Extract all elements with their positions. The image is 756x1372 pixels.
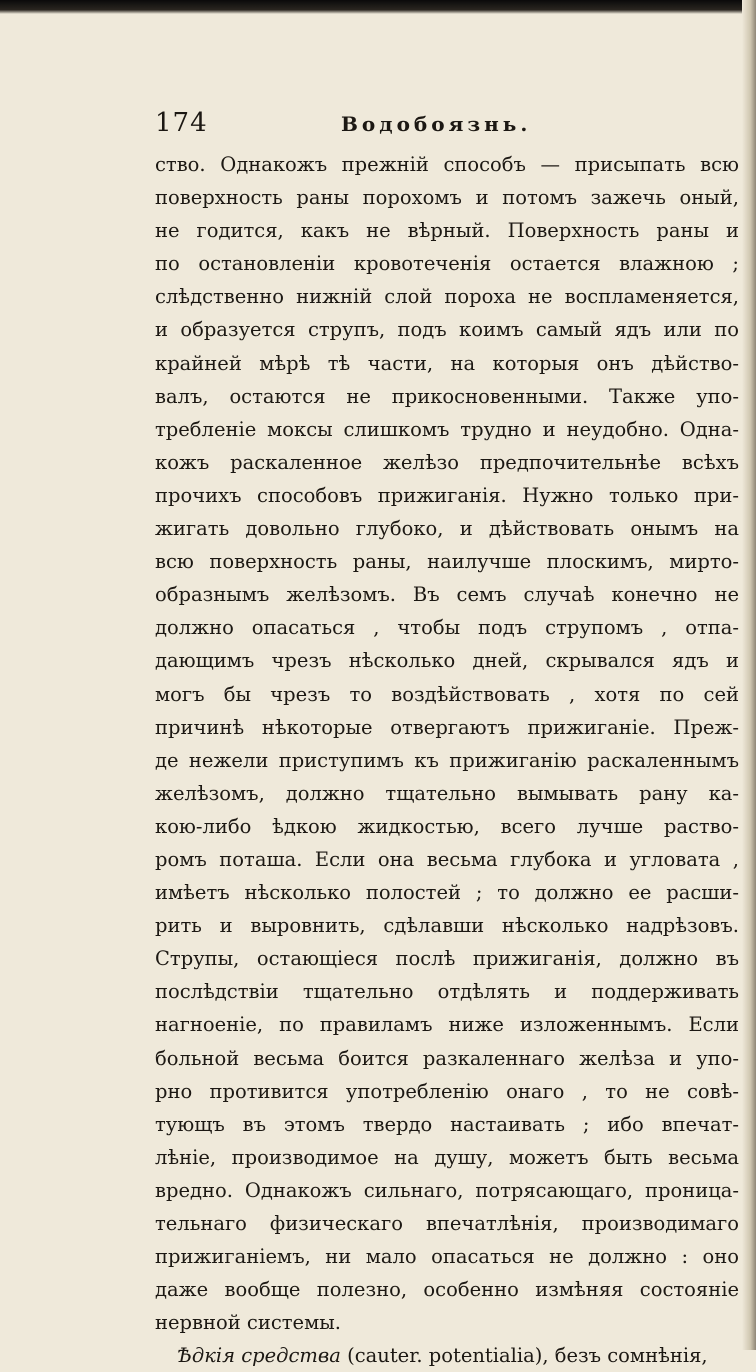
text-line: желѣзомъ, должно тщательно вымывать рану ка-	[155, 781, 739, 805]
body-text	[155, 148, 739, 1339]
text-line: дающимъ чрезъ нѣсколько дней, скрывался ядъ и	[155, 649, 739, 673]
text-line: требленіе моксы слишкомъ трудно и неудобно. Одна-	[155, 417, 739, 441]
text-line: больной весьма боится разкаленнаго желѣза и упо-	[155, 1046, 739, 1070]
text-line: должно опасаться , чтобы подъ струпомъ , отпа-	[155, 616, 739, 640]
book-page	[155, 108, 739, 1372]
text-line: прочихъ способовъ прижиганія. Нужно только при-	[155, 483, 739, 507]
text-line: крайней мѣрѣ тѣ части, на которыя онъ дѣйство-	[155, 351, 739, 375]
text-line: ромъ поташа. Если она весьма глубока и угловата ,	[155, 847, 739, 871]
text-line: послѣдствіи тщательно отдѣлять и поддерживать	[155, 980, 739, 1004]
text-line: тельнаго физическаго впечатлѣнія, производимаго	[155, 1212, 739, 1235]
text-line: ство. Однакожъ прежній способъ — присыпать всю	[155, 153, 739, 176]
text-line: жигать довольно глубоко, и дѣйствовать онымъ на	[155, 517, 739, 541]
text-line: всю поверхность раны, наилучше плоскимъ, миртo-	[155, 550, 739, 574]
text-line: тующъ въ этомъ твердо настаивать ; ибо впечат-	[155, 1112, 739, 1136]
text-line: могъ бы чрезъ то воздѣйствовать , хотя по сей	[155, 682, 739, 706]
text-line: причинѣ нѣкоторые отвергаютъ прижиганіе. Преж-	[155, 715, 739, 739]
page-top-shadow	[0, 0, 756, 14]
text-line: и образуется струпъ, подъ коимъ самый ядъ или по	[155, 318, 739, 342]
text-line: нервной системы.	[155, 1311, 341, 1335]
text-line: рить и выровнить, сдѣлавши нѣсколько надрѣзовъ.	[155, 914, 739, 938]
text-line: даже вообще полезно, особенно измѣняя состояніе	[155, 1278, 739, 1302]
page-right-edge	[742, 0, 756, 1350]
text-line: кою-либо ѣдкою жидкостью, всего лучше раство-	[155, 814, 739, 838]
text-line: валъ, остаются не прикосновенными. Также упо-	[155, 384, 739, 408]
text-line: вредно. Однакожъ сильнаго, потрясающаго, проница-	[155, 1178, 739, 1202]
text-line: образнымъ желѣзомъ. Въ семъ случаѣ конечно не	[155, 583, 739, 607]
running-head	[155, 108, 739, 148]
text-line: поверхность раны порохомъ и потомъ зажечь оный,	[155, 186, 739, 210]
text-line: прижиганіемъ, ни мало опасаться не должно : оно	[155, 1245, 739, 1269]
text-line: рно противится употребленію онаго , то не совѣ-	[155, 1079, 739, 1103]
final-line	[155, 1339, 739, 1372]
final-line-rest: (cauter. potentialia), безъ сомнѣнія,	[340, 1344, 708, 1368]
text-line: имѣетъ нѣсколько полостей ; то должно ее расши-	[155, 881, 739, 905]
text-line: по остановленіи кровотеченія остается влажною ;	[155, 252, 739, 276]
text-line: слѣдственно нижній слой пороха не воспламеняется,	[155, 285, 739, 309]
italic-term: Ѣдкія средства	[177, 1344, 341, 1368]
text-line: Струпы, остающіеся послѣ прижиганія, должно въ	[155, 947, 739, 971]
text-line: нагноеніе, по правиламъ ниже изложеннымъ. Если	[155, 1013, 739, 1037]
text-line: не годится, какъ не вѣрный. Поверхность раны и	[155, 219, 739, 243]
text-line: кожъ раскаленное желѣзо предпочительнѣе всѣхъ	[155, 450, 739, 474]
text-line: лѣніе, производимое на душу, можетъ быть весьма	[155, 1145, 739, 1169]
running-title: Водобоязнь.	[341, 112, 532, 136]
text-line: де нежели приступимъ къ прижиганію раскаленнымъ	[155, 748, 739, 772]
page-number: 174	[155, 108, 208, 138]
